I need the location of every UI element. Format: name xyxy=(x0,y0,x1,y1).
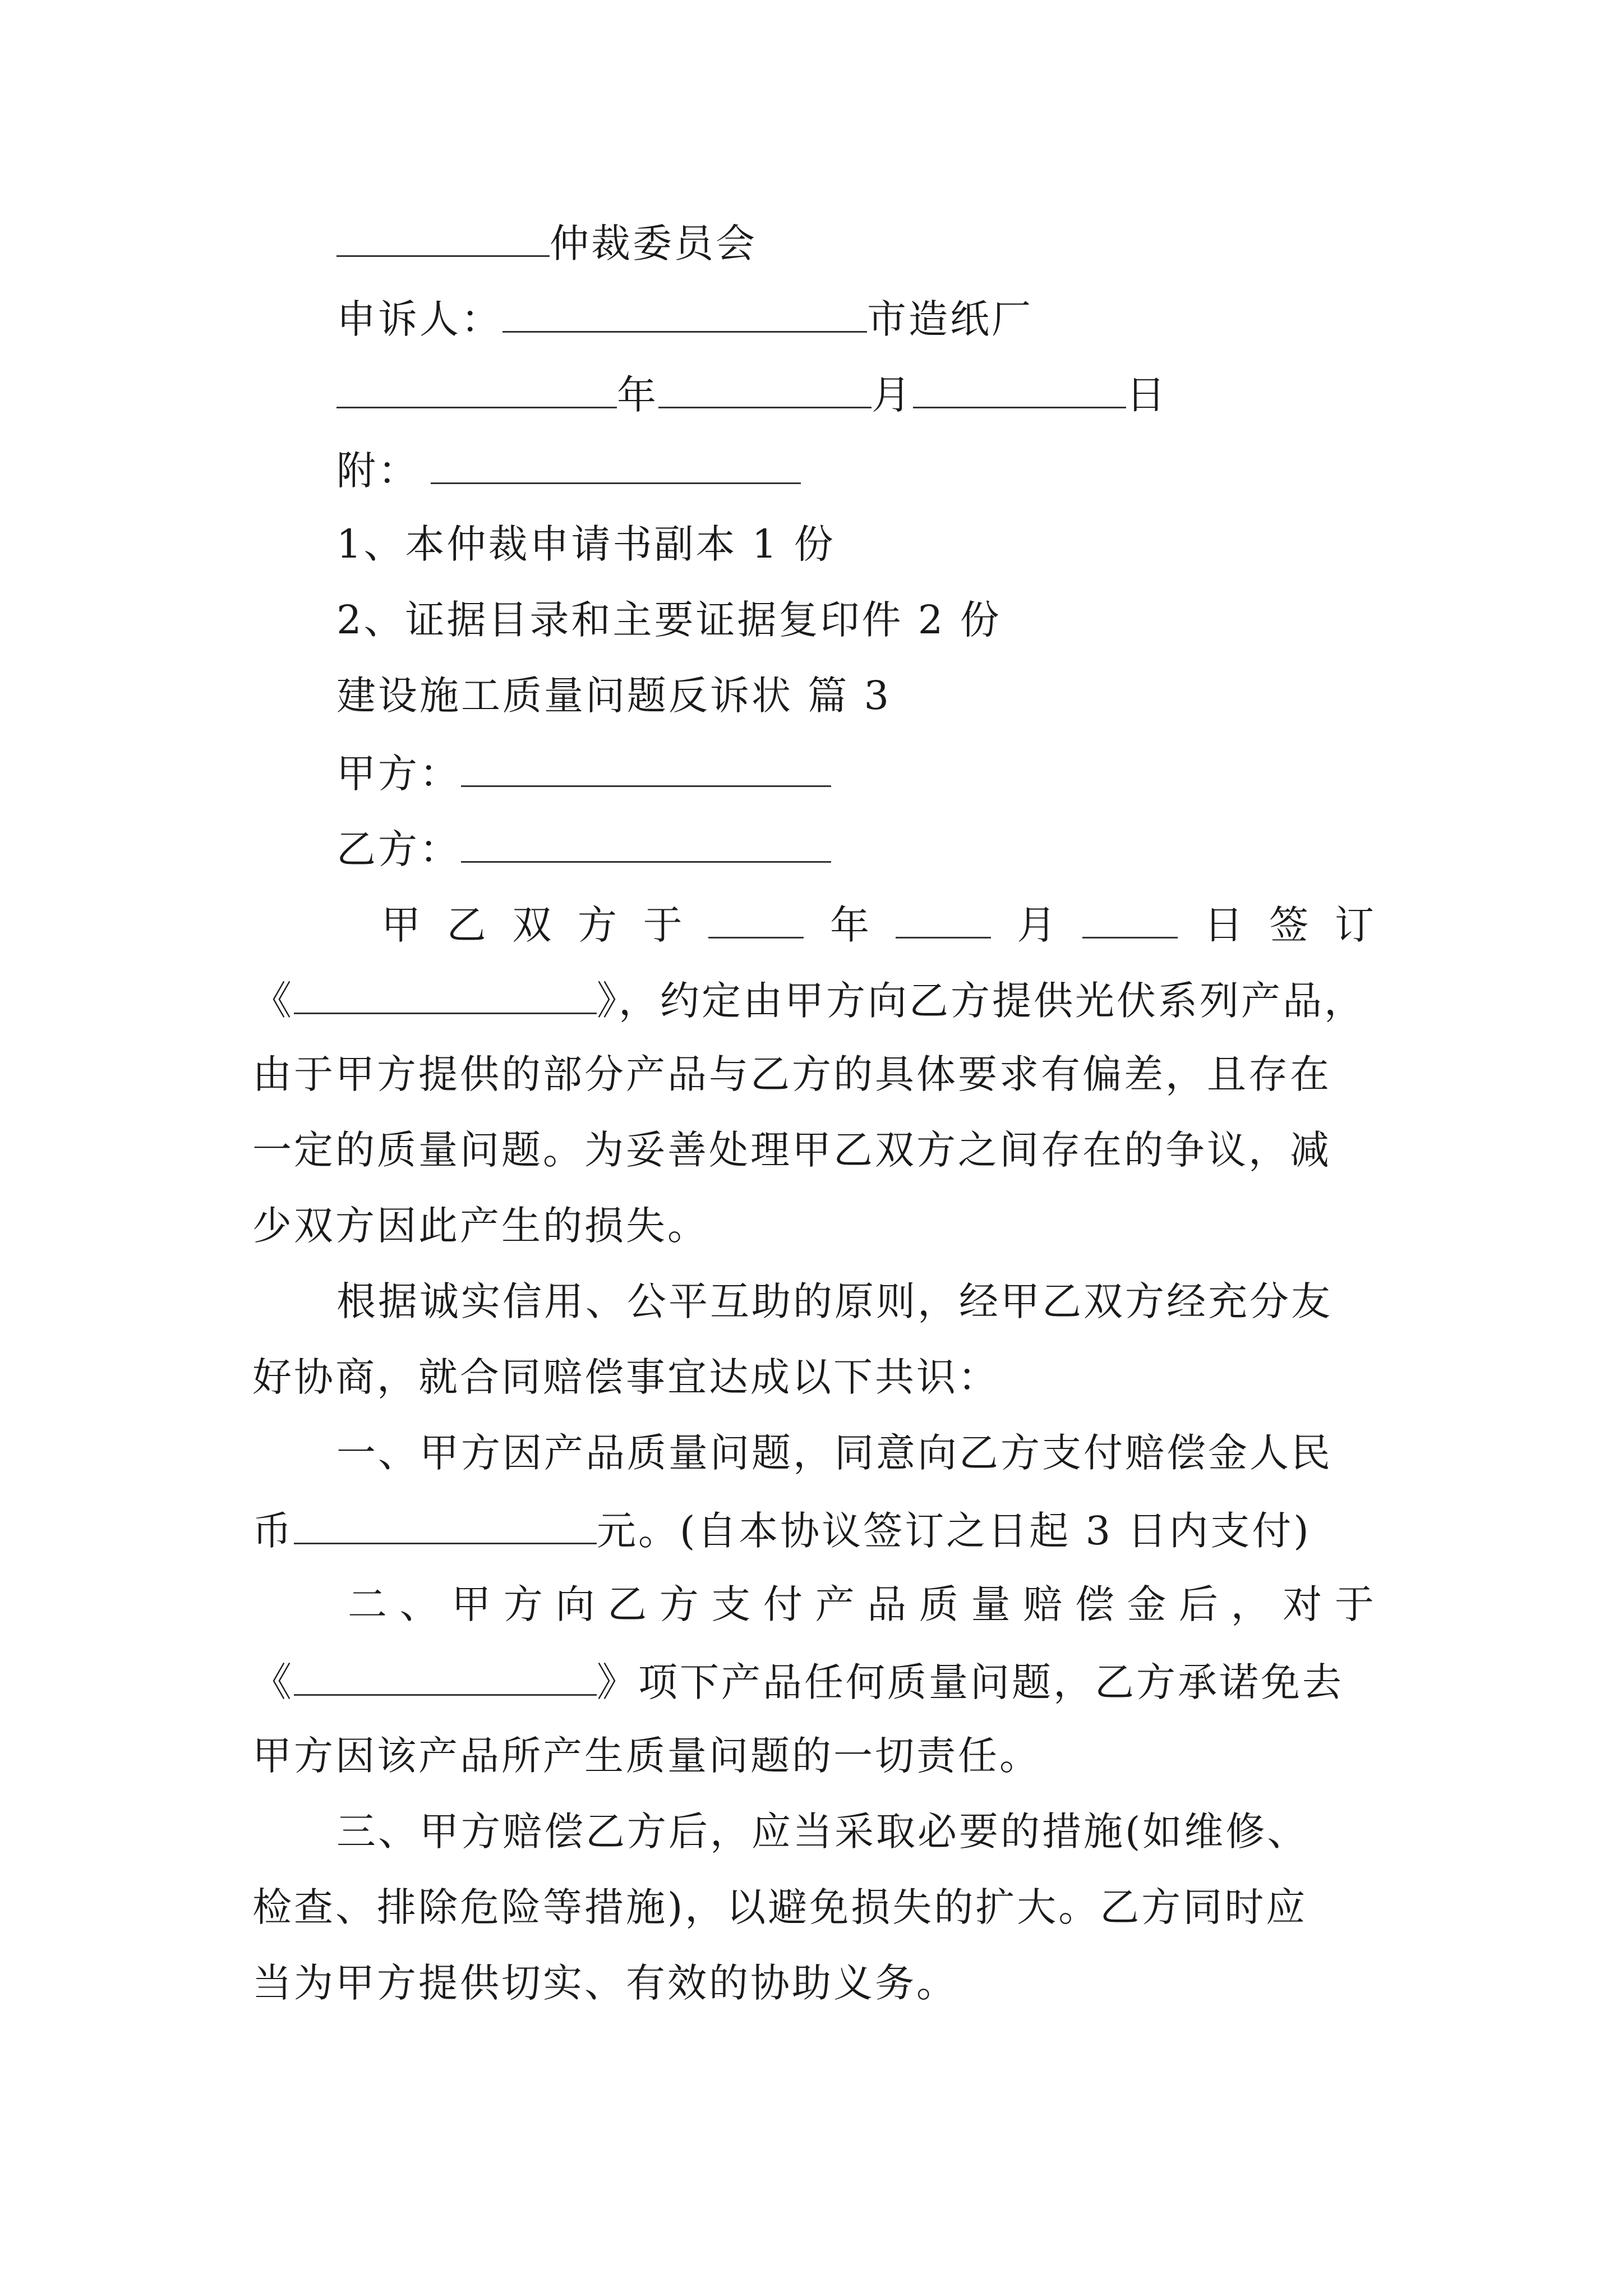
char: 签 xyxy=(1269,902,1309,948)
day-label: 日 xyxy=(1126,372,1168,418)
day-label-2: 日 xyxy=(1204,902,1243,948)
attachment-blank xyxy=(431,443,801,484)
day-blank-2 xyxy=(1082,898,1178,938)
para3-line1: 一、甲方因产品质量问题，同意向乙方支付赔偿金人民 xyxy=(336,1430,1332,1476)
para1-line2-text: 》，约定由甲方向乙方提供光伏系列产品， xyxy=(597,978,1366,1024)
char: 甲 xyxy=(451,1581,491,1627)
para4-line3: 甲方因该产品所产生质量问题的一切责任。 xyxy=(252,1733,1041,1779)
para1-line2 xyxy=(252,973,1366,1026)
para4-line2-text: 》项下产品任何质量问题，乙方承诺免去 xyxy=(597,1659,1344,1705)
char: 付 xyxy=(763,1581,803,1627)
applicant-suffix: 市造纸厂 xyxy=(867,296,1033,342)
char: 订 xyxy=(1334,902,1374,948)
char: 二 xyxy=(348,1581,387,1627)
party-a-blank xyxy=(461,746,831,787)
year-blank-2 xyxy=(708,898,804,938)
committee-name: 仲裁委员会 xyxy=(550,220,757,266)
char: 质 xyxy=(919,1581,958,1627)
char: 双 xyxy=(512,902,552,948)
year-label: 年 xyxy=(617,372,658,418)
para5-line2: 检查、排除危险等措施)，以避免损失的扩大。乙方同时应 xyxy=(252,1884,1308,1930)
para3-line2 xyxy=(252,1503,1311,1556)
amount-blank xyxy=(294,1503,597,1544)
char: 偿 xyxy=(1075,1581,1114,1627)
char: 产 xyxy=(815,1581,855,1627)
para1-line4: 一定的质量问题。为妥善处理甲乙双方之间存在的争议，减 xyxy=(252,1127,1331,1173)
party-b-label: 乙方： xyxy=(336,826,461,872)
para4-line1 xyxy=(348,1579,1374,1630)
char: 方 xyxy=(503,1581,543,1627)
contract-blank-2 xyxy=(294,1655,597,1696)
para1-line1 xyxy=(381,898,1374,950)
party-a-line xyxy=(336,746,831,799)
char: 乙 xyxy=(446,902,486,948)
applicant-blank xyxy=(502,292,867,333)
para2-line1: 根据诚实信用、公平互助的原则，经甲乙双方经充分友 xyxy=(336,1278,1332,1324)
committee-line xyxy=(336,216,757,269)
para5-line3: 当为甲方提供切实、有效的协助义务。 xyxy=(252,1960,958,2006)
char: 品 xyxy=(867,1581,907,1627)
book-open: 《 xyxy=(252,978,294,1024)
char: 乙 xyxy=(607,1581,647,1627)
year-label-2: 年 xyxy=(829,902,869,948)
char: 对 xyxy=(1283,1581,1322,1627)
para1-line3: 由于甲方提供的部分产品与乙方的具体要求有偏差，且存在 xyxy=(252,1051,1331,1097)
attachment-item-1: 1、本仲裁申请书副本 1 份 xyxy=(336,521,836,567)
applicant-label: 申诉人： xyxy=(336,296,502,342)
year-blank xyxy=(336,367,617,408)
section-title: 建设施工质量问题反诉状 篇 3 xyxy=(336,673,892,719)
char: 量 xyxy=(971,1581,1011,1627)
char: 甲 xyxy=(381,902,421,948)
attachment-line xyxy=(336,443,801,496)
para3-line2-text: 元。(自本协议签订之日起 3 日内支付) xyxy=(597,1508,1311,1554)
applicant-line xyxy=(336,292,1033,344)
char: 向 xyxy=(555,1581,595,1627)
party-b-blank xyxy=(461,822,831,863)
month-label: 月 xyxy=(872,372,913,418)
contract-blank xyxy=(294,973,597,1014)
char: 支 xyxy=(711,1581,751,1627)
char: 于 xyxy=(1334,1581,1374,1627)
para2-line2: 好协商，就合同赔偿事宜达成以下共识： xyxy=(252,1354,999,1400)
month-blank xyxy=(658,367,872,408)
char: ， xyxy=(1230,1581,1270,1627)
para5-line1: 三、甲方赔偿乙方后，应当采取必要的措施(如维修、 xyxy=(336,1809,1309,1855)
month-label-2: 月 xyxy=(1017,902,1057,948)
day-blank xyxy=(913,367,1126,408)
attachment-label: 附： xyxy=(336,448,419,494)
date-line xyxy=(336,367,1168,420)
para4-line2 xyxy=(252,1655,1344,1708)
committee-blank xyxy=(336,216,550,257)
attachment-item-2: 2、证据目录和主要证据复印件 2 份 xyxy=(336,597,1002,643)
char: 、 xyxy=(399,1581,439,1627)
char: 赔 xyxy=(1023,1581,1063,1627)
char: 金 xyxy=(1127,1581,1166,1627)
char: 后 xyxy=(1179,1581,1218,1627)
para1-line5: 少双方因此产生的损失。 xyxy=(252,1203,709,1249)
month-blank-2 xyxy=(896,898,991,938)
party-a-label: 甲方： xyxy=(336,751,461,797)
book-open-2: 《 xyxy=(252,1659,294,1705)
char: 方 xyxy=(659,1581,699,1627)
char: 方 xyxy=(577,902,617,948)
currency-label: 币 xyxy=(252,1508,294,1554)
party-b-line xyxy=(336,822,831,875)
char: 于 xyxy=(643,902,683,948)
